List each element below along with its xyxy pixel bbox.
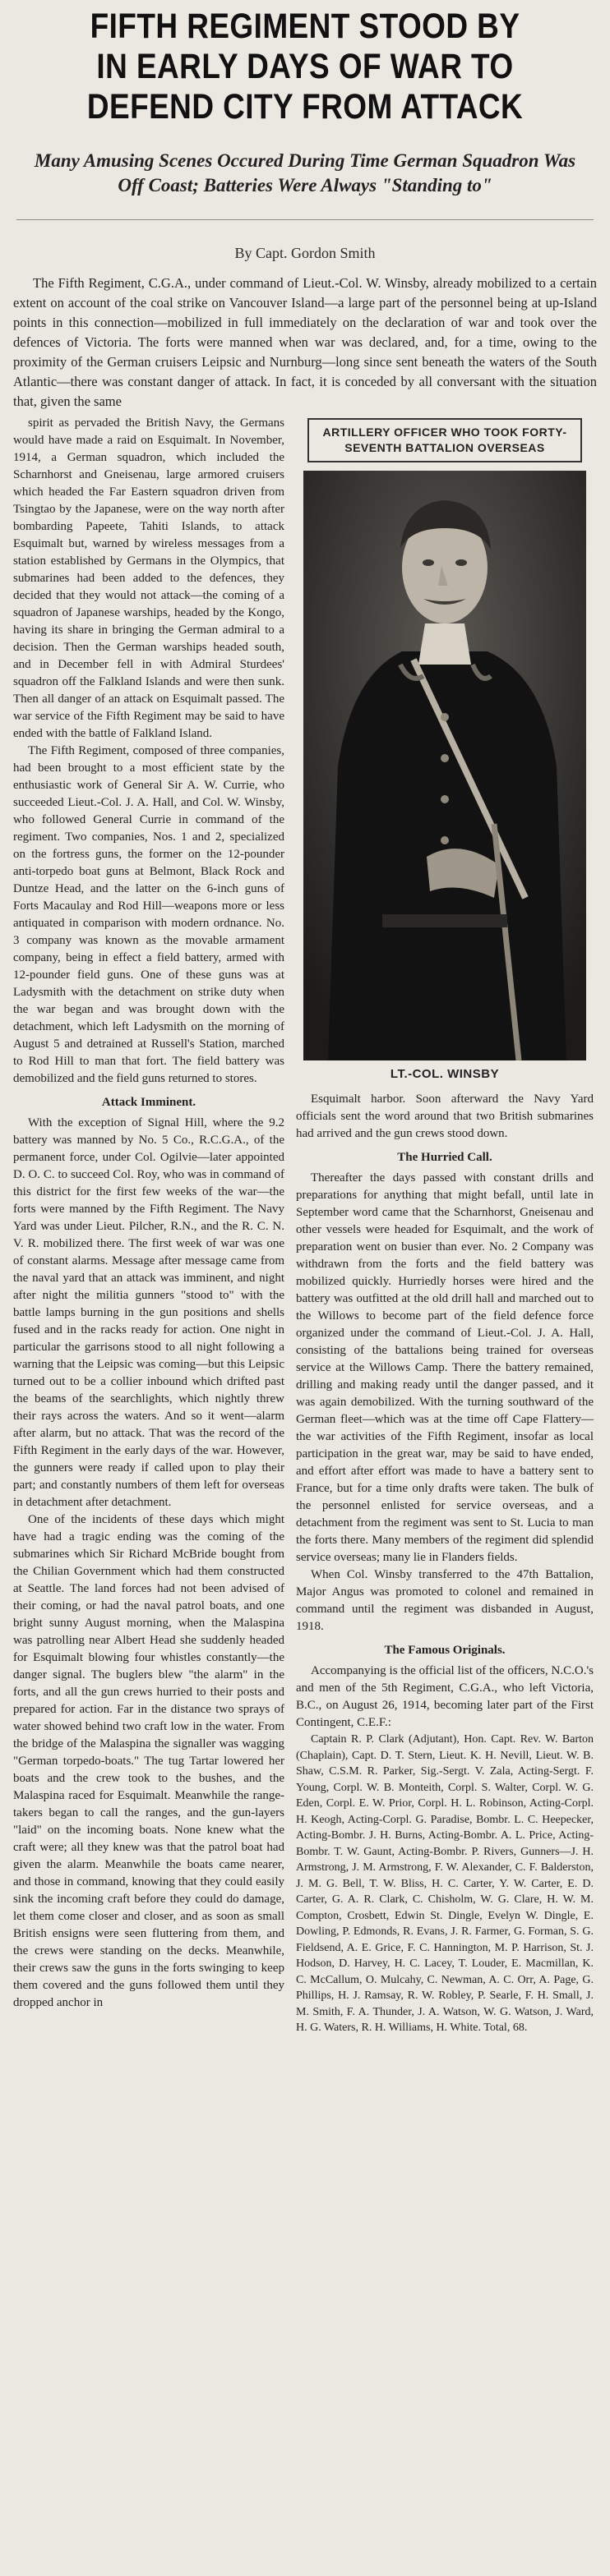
body-paragraph: Thereafter the days passed with constant drills and preparations for anything that might befall, until late in September word came that the Scharnhorst, Gneisenau and other vessels were headed for Esquimalt, and the work of preparation went on busier than ever. No. 2 Company was withdrawn from the forts and the field battery was mobilized quickly. Hurriedly horses were hired and the battery was outfitted at the old drill hall and marched out to the Willows to become part of the field defence force organized under the command of Lieut.-Col. J. A. Hall, consisting of the battalions being trained for overseas service at the Willows Camp. There the battery remained, drilling and making ready until the danger passed, and it was again demobilized. With the turning southward of the German fleet—which was at the time off Cape Flattery—the war activities of the Fifth Regiment, insofar as local participation in the great war, may be said to have ended, and effort after effort was made to have a battery sent to France, but for a time only drafts were taken. The bulk of the personnel enlisted for service overseas, and a detachment from the regiment was sent to St. Lucia to man the forts there. Many members of the regiment did splendid service overseas; many lie in Flanders fields. (296, 1171, 594, 1564)
byline: By Capt. Gordon Smith (234, 245, 376, 261)
headline-line: FIFTH REGIMENT STOOD BY (90, 7, 520, 46)
body-paragraph: When Col. Winsby transferred to the 47th Battalion, Major Angus was promoted to colonel and remained in command until the regiment was disbanded in August, 1918. (296, 1568, 594, 1633)
divider-rule (16, 219, 594, 220)
section-subhead: Attack Imminent. (101, 1096, 196, 1109)
body-paragraph: Accompanying is the official list of the officers, N.C.O.'s and men of the 5th Regiment, C.G.A., who left Victoria, B.C., on August 26, 1914, becoming later part of the First Contingent, C.E.F.: (296, 1664, 594, 1729)
portrait-photo (303, 471, 586, 1060)
article-columns (13, 415, 597, 2036)
subheadline-deck: Many Amusing Scenes Occured During Time German Squadron Was Off Coast; Batteries Were Always "Standing to" (34, 150, 576, 196)
body-paragraph: spirit as pervaded the British Navy, the Germans would have made a raid on Esquimalt. In November, 1914, a German squadron, which included the Scharnhorst and Gneisenau, large armored cruisers which headed the Far Eastern squadron driven from Tsingtao by the Japanese, were on the way north after bombarding Papeete, Tahiti Islands, to attack Esquimalt but, warned by wireless messages from a station established by Germans in the Olympics, that submarines had been added to the defences, they decided that they would not attack—the coming of a squadron of Japanese warships, headed by the Kongo, having its share in bringing the German admiral to a decision. Then the German warships headed south, and in December fell in with Admiral Sturdees' squadron off the Falkland Islands and were then sunk. Then all danger of an attack on Esquimalt passed. The war service of the Fifth Regiment may be said to have ended with the battle of Falkland Island. (13, 416, 284, 740)
headline-line: IN EARLY DAYS OF WAR TO (96, 47, 514, 86)
body-paragraph: The Fifth Regiment, composed of three companies, had been brought to a most efficient state by the enthusiastic work of General Sir A. W. Currie, who succeeded Lieut.-Col. J. A. Hall, and Col. W. Winsby, who followed General Currie in command of the regiment. Two companies, Nos. 1 and 2, specialized on the fortress guns, the former on the 12-pounder anti-torpedo boat guns at Belmont, Black Rock and Duntze Head, and the latter on the 6-inch guns of Forts Macaulay and Rod Hill—weapons more or less antiquated in comparison with modern ordnance. No. 3 company was known as the movable armament company, being in effect a field battery, armed with 12-pounder field guns. One of these guns was at Ladysmith with the detachment on strike duty when the war began and was brought down with the detachment, which left Ladysmith on the morning of August 5 and detrained at Russell's Station, marched to Rod Hill to man that fort. The field battery was demobilized and the field guns returned to stores. (13, 744, 284, 1085)
body-paragraph: One of the incidents of these days which might have had a tragic ending was the coming of the submarines which Sir Richard McBride bought from the Chilian Government which had them constructed at Seattle. The land forces had not been advised of their coming, or had the naval patrol boats, and one bright sunny August morning, when the Malaspina was patrolling near Albert Head she suddenly headed for Esquimalt blowing four whistles constantly—the danger signal. The buglers blew "the alarm" in the forts, and all the gun crews hurried to their posts and prepared for action. Far in the distance two sprays of water showed behind two craft low in the water. From the bridge of the Malaspina the signaller was wagging "German torpedo-boats." The tug Tartar lowered her boats and the crew took to the bushes, and the Malaspina raced for Esquimalt. Meanwhile the range-takers began to call the ranges, and the gun-layers "laid" on the incoming boats. None knew what the craft were; all they knew was that the patrol boat had given the alarm. Meanwhile the boats came nearer, and those in command, knowing that they could easily sink the incoming craft before they could do damage, let them come closer and closer, and as soon as small British ensigns were seen fluttering from them, and the crews were standing on the decks. Meanwhile, their crews saw the guns in the forts swinging to keep them covered and the guns followed them until they dropped anchor in (13, 1513, 284, 2009)
originals-roster: Captain R. P. Clark (Adjutant), Hon. Capt. Rev. W. Barton (Chaplain), Capt. D. T. Stern, Lieut. K. H. Nevill, Lieut. W. B. Shaw, C.S.M. R. Parker, Sig.-Sergt. V. Zala, Acting-Sergt. F. Young, Corpl. W. B. Monteith, Corpl. S. Walter, Corpl. W. G. Eden, Corpl. E. W. Prior, Corpl. H. L. Robinson, Acting-Corpl. H. Keogh, Acting-Corpl. G. Paradise, Bombr. L. C. Heepecker, Acting-Bombr. J. H. Burns, Acting-Bombr. A. L. Price, Acting-Bombr. T. W. Gaunt, Acting-Bombr. P. Rivers, Gunners—J. H. Armstrong, J. M. Armstrong, F. W. Alexander, C. F. Balderston, J. M. G. Bell, T. W. Bliss, H. C. Carter, Y. W. Carter, E. D. Carter, G. A. R. Clark, C. Chisholm, W. G. Clare, H. W. M. Compton, Crosbett, Edwin St. Dingle, Evelyn W. Dingle, E. Dowling, P. Edmonds, R. Evans, J. R. Farmer, G. Forman, S. G. Fieldsend, A. E. Grice, F. C. Hannington, M. P. Harrison, St. J. Hodson, D. Harvey, H. C. Lacey, T. Louder, E. Macmillan, K. C. McCallum, O. Mulcahy, C. Newman, A. C. Orr, A. Page, G. Phillips, H. J. Ramsay, R. W. Robley, P. Searle, F. H. Small, J. M. Smith, F. A. Thunder, J. A. Watson, W. G. Watson, J. Ward, H. G. Waters, R. H. Williams, H. White. Total, 68. (296, 1733, 594, 2034)
headline (54, 7, 557, 127)
section-subhead: The Famous Originals. (384, 1644, 506, 1657)
photo-caption-bottom: LT.-COL. WINSBY (390, 1067, 500, 1081)
body-paragraph: With the exception of Signal Hill, where the 9.2 battery was manned by No. 5 Co., R.C.G.A., of the permanent force, under Col. Ogilvie—later appointed D. O. C. to succeed Col. Roy, who was in command of this district for the first few weeks of the war—the forts were manned by the Fifth Regiment. The Navy Yard was under Lieut. Pilcher, R.N., and the R. C. N. V. R. mobilized there. The first week of war was one of constant alarms. Message after message came from the naval yard that an attack was imminent, and night after night the militia gunners "stood to" with the battle lamps burning in the gun positions and shells fused and in the racks ready for action. One night in particular the garrisons stood to all night following a warning that the Leipsic was coming—but this Leipsic turned out to be a collier inbound which drifted past the beams of the searchlights, which nightly threw their rays across the waters. And so it went—alarm after alarm, but no attack. That was the record of the Fifth Regiment in the early days of the war. However, the gunners were ready if called upon to play their part; and constantly numbers of them left for overseas in detachment after detachment. (13, 1116, 284, 1509)
intro-paragraph: The Fifth Regiment, C.G.A., under command of Lieut.-Col. W. Winsby, already mobilized to a certain extent on account of the coal strike on Vancouver Island—a large part of the personnel being at up-Island points in this connection—mobilized in full immediately on the declaration of war and took over the defences of Victoria. The forts were manned when war was declared, and, for a time, owing to the proximity of the German cruisers Leipsic and Nurnburg—long since sent beneath the waters of the South Atlantic—there was constant danger of attack. In fact, it is conceded by all conversant with the situation that, given the same (13, 275, 597, 409)
headline-line: DEFEND CITY FROM ATTACK (86, 87, 524, 126)
body-paragraph: Esquimalt harbor. Soon afterward the Navy Yard officials sent the word around that two British submarines had arrived and the gun crews stood down. (296, 1092, 594, 1140)
photo-caption-top: ARTILLERY OFFICER WHO TOOK FORTY-SEVENTH BATTALION OVERSEAS (307, 418, 582, 462)
right-column (296, 415, 594, 2036)
section-subhead: The Hurried Call. (397, 1151, 492, 1164)
portrait-illustration (303, 471, 586, 1060)
left-column (13, 415, 284, 2036)
intro-body (13, 274, 597, 412)
